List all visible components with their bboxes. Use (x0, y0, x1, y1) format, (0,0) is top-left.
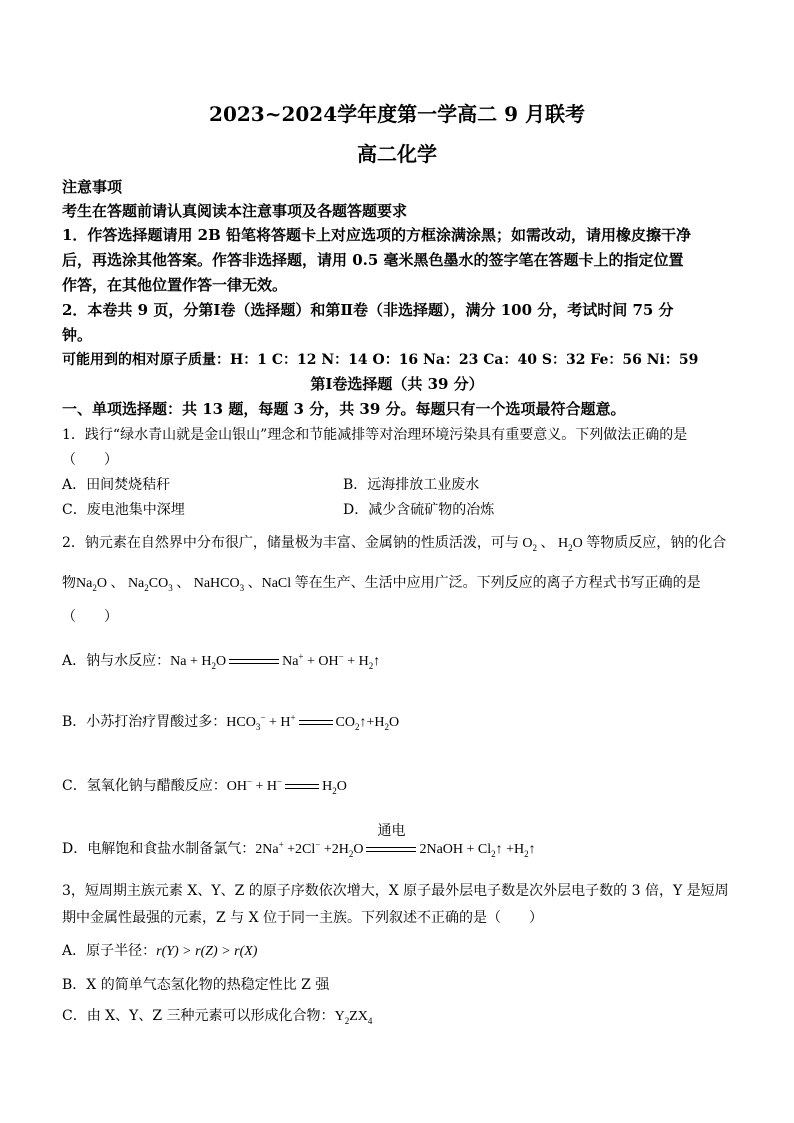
notice-intro: 考生在答题前请认真阅读本注意事项及各题答题要求 (62, 202, 408, 220)
q2-option-b-equation: $HCO_3^- + H^+$ $CO_2↑+H_2O$ (226, 712, 400, 732)
q1-option-c: C．废电池集中深埋 (62, 502, 185, 518)
q2-option-a (62, 650, 380, 670)
q3-option-c-label: C．由 X、Y、Z 三种元素可以形成化合物： (62, 1008, 335, 1024)
q2-stem-part-d: 等在生产、生活中应用广泛。下列反应的离子方程式书写正确的是 (294, 575, 701, 591)
q2-stem-part-c: 物 (62, 575, 76, 591)
equals-double-line (366, 847, 416, 852)
q1-paren: （ ） (62, 452, 118, 468)
q3-option-a (62, 940, 257, 960)
notice-heading: 注意事项 (62, 178, 123, 196)
notice-item1-line1: 1．作答选择题请用 2B 铅笔将答题卡上对应选项的方框涂满涂黑；如需改动，请用橡皮擦干净 (62, 226, 692, 244)
q1-option-d: D．减少含硫矿物的冶炼 (343, 502, 495, 518)
electrolysis-condition: 通电 (377, 823, 406, 839)
q2-option-a-equation: $Na + H_2O$ $Na^+ + OH^- + H_2↑$ (170, 651, 381, 671)
q1-option-b: B．远海排放工业废水 (343, 477, 480, 493)
q2-option-c (62, 775, 347, 795)
electrolysis-arrow (363, 823, 419, 858)
equals-double-line (229, 659, 279, 664)
q3-option-a-label: A．原子半径： (62, 943, 157, 959)
q2-stem-part-b: 等物质反应，钠的化合 (586, 535, 727, 551)
section-instruction: 一、单项选择题：共 13 题，每题 3 分，共 39 分。每题只有一个选项最符合题意。 (62, 400, 626, 418)
q1-stem: 1．践行“绿水青山就是金山银山”理念和节能减排等对治理环境污染具有重要意义。下列做法正确的是 (62, 427, 688, 443)
q2-option-a-label: A．钠与水反应： (62, 653, 171, 669)
q3-stem-line2: 期中金属性最强的元素，Z 与 X 位于同一主族。下列叙述不正确的是（ ） (62, 910, 544, 926)
notice-item1-line3: 作答，在其他位置作答一律无效。 (62, 276, 288, 294)
q2-compounds: $Na_2O$ 、 $Na_2CO_3$ 、 NaHCO$_3$ 、NaCl (76, 576, 295, 593)
q3-option-c (62, 1005, 372, 1025)
equals-double-line (299, 720, 333, 725)
q2-stem-line1 (62, 532, 726, 552)
q2-option-d (62, 823, 536, 859)
q2-option-c-equation: OH− + H− $H_2O$ (226, 776, 347, 796)
q2-stem-line2 (62, 572, 701, 592)
q2-option-c-label: C．氢氧化钠与醋酸反应： (62, 778, 227, 794)
atomic-mass-line: 可能用到的相对原子质量：H：1 C：12 N：14 O：16 Na：23 Ca：40 S：32 Fe：56 Ni：59 (62, 352, 699, 368)
exam-title: 2023~2024学年度第一学高二 9 月联考 (209, 102, 585, 126)
q2-stem-part-a: 2．钠元素在自然界中分布很广，储量极为丰富、金属钠的性质活泼，可与 (62, 535, 519, 551)
q1-option-a: A．田间焚烧秸秆 (62, 477, 171, 493)
notice-item2-line2: 钟。 (62, 326, 93, 344)
q3-option-a-expr: r(Y) > r(Z) > r(X) (156, 944, 258, 959)
q3-stem-line1: 3，短周期主族元素 X、Y、Z 的原子序数依次增大，X 原子最外层电子数是次外层电子数的 3 倍，Y 是短周 (62, 883, 729, 899)
exam-subtitle: 高二化学 (357, 142, 437, 166)
q2-paren: （ ） (62, 609, 118, 625)
q2-option-b (62, 711, 399, 731)
q2-option-d-equation: $2Na^+ +2Cl^- +2H_2O$ 通电 2NaOH + $Cl_2↑$ $+H_2↑$ (255, 842, 535, 857)
equals-double-line (285, 784, 319, 789)
part1-heading: 第Ⅰ卷选择题（共 39 分） (310, 375, 484, 393)
notice-item2-line1: 2．本卷共 9 页，分第Ⅰ卷（选择题）和第Ⅱ卷（非选择题），满分 100 分，考试时间 75 分 (62, 301, 674, 319)
q2-option-b-label: B．小苏打治疗胃酸过多： (62, 714, 227, 730)
q2-reactants: $O_2$ 、 $H_2O$ (518, 536, 587, 553)
notice-item1-line2: 后，再选涂其他答案。作答非选择题，请用 0.5 毫米黑色墨水的签字笔在答题卡上的指定位置 (62, 251, 684, 269)
q3-option-c-formula: $Y_2ZX_4$ (334, 1009, 373, 1026)
q2-option-d-label: D．电解饱和食盐水制备氯气： (62, 841, 256, 857)
q3-option-b: B．X 的简单气态氢化物的热稳定性比 Z 强 (62, 977, 330, 993)
